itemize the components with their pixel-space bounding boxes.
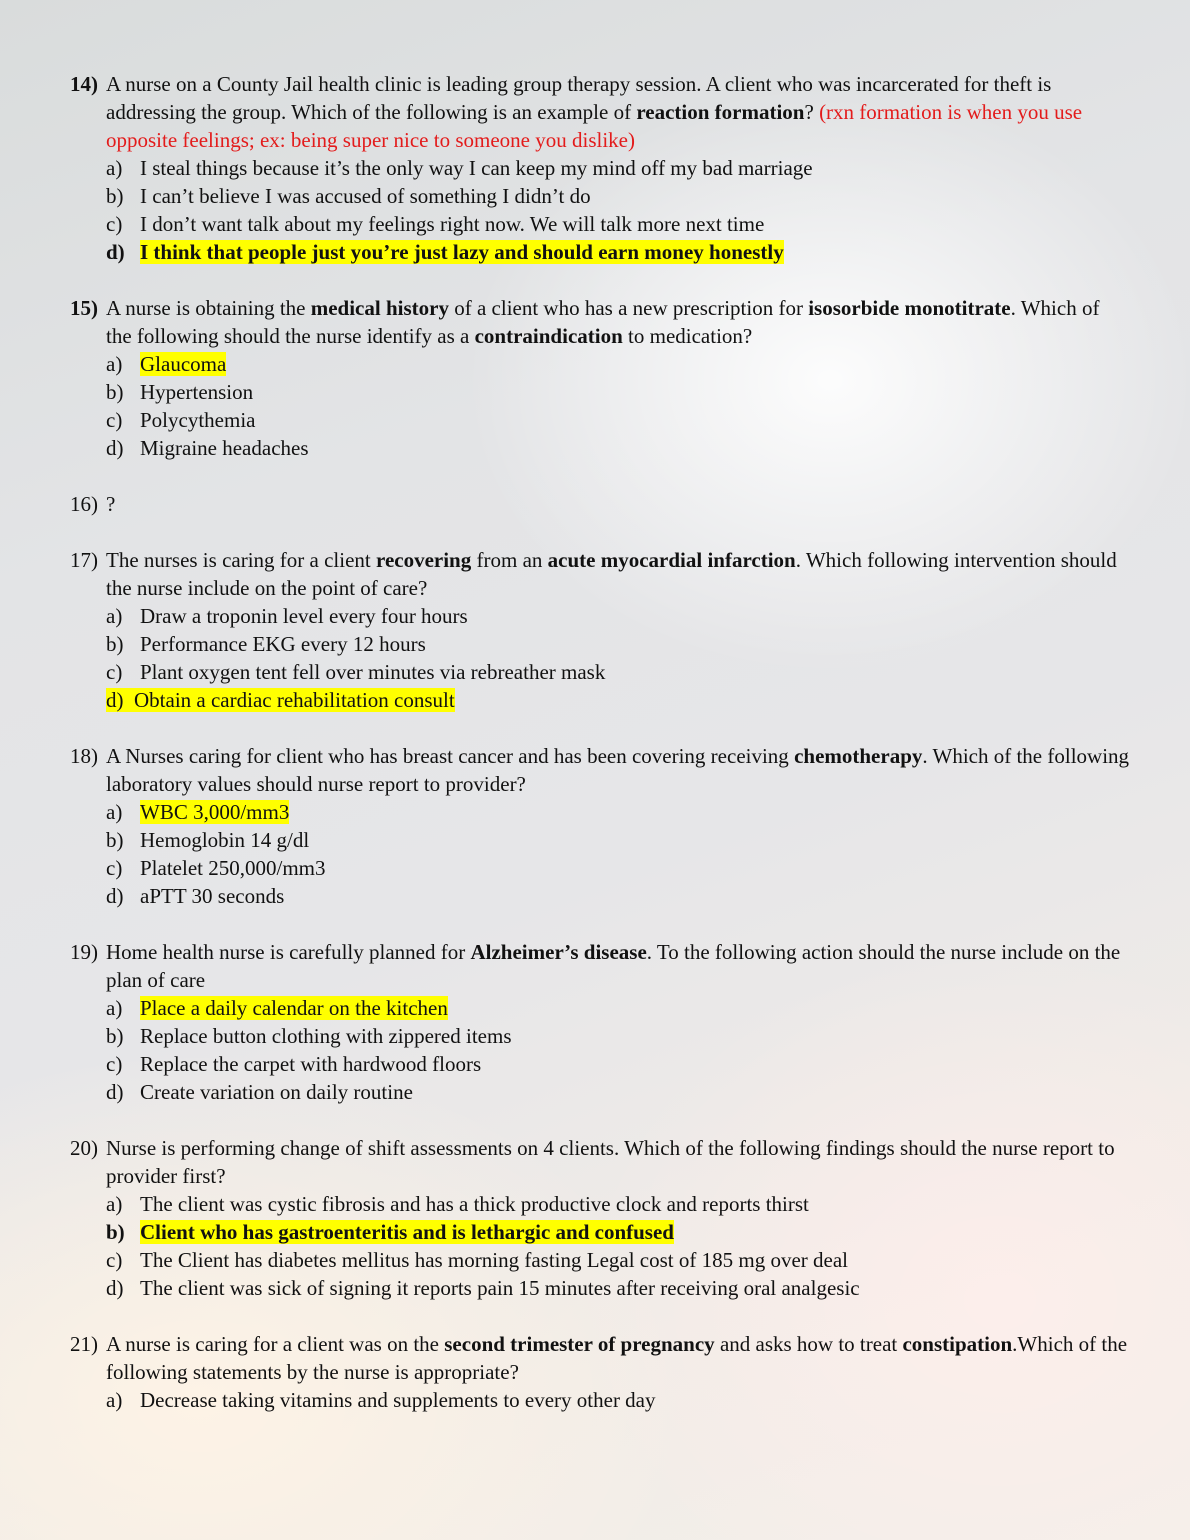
option-c: c) I don’t want talk about my feelings right now. We will talk more next time — [106, 212, 765, 236]
question-number: 20) — [70, 1136, 98, 1160]
option-a: a) Draw a troponin level every four hours — [106, 604, 468, 628]
question-text: The nurses is caring for a client recovering from an acute myocardial infarction. Which following intervention should the nurse include on the point of care? — [106, 548, 1117, 600]
question-number: 21) — [70, 1332, 98, 1356]
options-list — [106, 350, 1130, 462]
question-text: A nurse on a County Jail health clinic is leading group therapy session. A client who was incarcerated for theft is addressing the group. Which of the following is an example of reaction formation? (rxn formation is when you use opposite feelings; ex: being super nice to someone you dislike) — [106, 72, 1083, 152]
question-15 — [70, 294, 1130, 462]
option-d: d) aPTT 30 seconds — [106, 884, 285, 908]
options-list — [106, 994, 1130, 1106]
question-text: A nurse is caring for a client was on the second trimester of pregnancy and asks how to treat constipation.Which of the following statements by the nurse is appropriate? — [106, 1332, 1128, 1384]
option-c: c) Replace the carpet with hardwood floors — [106, 1052, 482, 1076]
question-number: 14) — [70, 72, 98, 96]
option-c: c) Polycythemia — [106, 408, 256, 432]
options-list — [106, 154, 1130, 266]
question-text: A Nurses caring for client who has breast cancer and has been covering receiving chemotherapy. Which of the following laboratory values should nurse report to provider? — [106, 744, 1130, 796]
question-number: 17) — [70, 548, 98, 572]
document-page — [70, 70, 1130, 1442]
option-d-answer: d) I think that people just you’re just lazy and should earn money honestly — [106, 240, 784, 264]
option-b: b) Performance EKG every 12 hours — [106, 632, 426, 656]
question-19 — [70, 938, 1130, 1106]
question-16 — [70, 490, 1130, 518]
option-a-answer: a) Glaucoma — [106, 352, 227, 376]
option-a: a) I steal things because it’s the only way I can keep my mind off my bad marriage — [106, 156, 813, 180]
question-text: ? — [106, 492, 116, 516]
option-b: b) I can’t believe I was accused of something I didn’t do — [106, 184, 591, 208]
option-d: d) The client was sick of signing it reports pain 15 minutes after receiving oral analgesic — [106, 1276, 860, 1300]
option-d-answer: d) Obtain a cardiac rehabilitation consult — [106, 688, 455, 712]
option-a-answer: a) Place a daily calendar on the kitchen — [106, 996, 448, 1020]
option-b-answer: b) Client who has gastroenteritis and is lethargic and confused — [106, 1220, 674, 1244]
question-17 — [70, 546, 1130, 714]
question-14 — [70, 70, 1130, 266]
question-number: 15) — [70, 296, 98, 320]
options-list — [106, 798, 1130, 910]
option-b: b) Hemoglobin 14 g/dl — [106, 828, 310, 852]
question-number: 18) — [70, 744, 98, 768]
option-c: c) Platelet 250,000/mm3 — [106, 856, 326, 880]
question-number: 16) — [70, 492, 98, 516]
annotation-note: (rxn formation is when you use opposite feelings; ex: being super nice to someone you dislike) — [106, 100, 1083, 152]
option-d: d) Migraine headaches — [106, 436, 309, 460]
option-a-answer: a) WBC 3,000/mm3 — [106, 800, 290, 824]
option-d: d) Create variation on daily routine — [106, 1080, 413, 1104]
option-a: a) The client was cystic fibrosis and has a thick productive clock and reports thirst — [106, 1192, 809, 1216]
options-list — [106, 602, 1130, 714]
options-list — [106, 1190, 1130, 1302]
option-b: b) Hypertension — [106, 380, 254, 404]
question-text: Home health nurse is carefully planned for Alzheimer’s disease. To the following action should the nurse include on the plan of care — [106, 940, 1121, 992]
question-20 — [70, 1134, 1130, 1302]
question-number: 19) — [70, 940, 98, 964]
option-b: b) Replace button clothing with zippered items — [106, 1024, 512, 1048]
option-c: c) The Client has diabetes mellitus has morning fasting Legal cost of 185 mg over deal — [106, 1248, 849, 1272]
options-list — [106, 1386, 1130, 1414]
option-c: c) Plant oxygen tent fell over minutes via rebreather mask — [106, 660, 606, 684]
question-18 — [70, 742, 1130, 910]
question-21 — [70, 1330, 1130, 1414]
question-text: Nurse is performing change of shift assessments on 4 clients. Which of the following findings should the nurse report to provider first? — [106, 1136, 1115, 1188]
option-a: a) Decrease taking vitamins and supplements to every other day — [106, 1388, 656, 1412]
question-text: A nurse is obtaining the medical history of a client who has a new prescription for isosorbide monotitrate. Which of the following should the nurse identify as a contraindication to medication? — [106, 296, 1100, 348]
